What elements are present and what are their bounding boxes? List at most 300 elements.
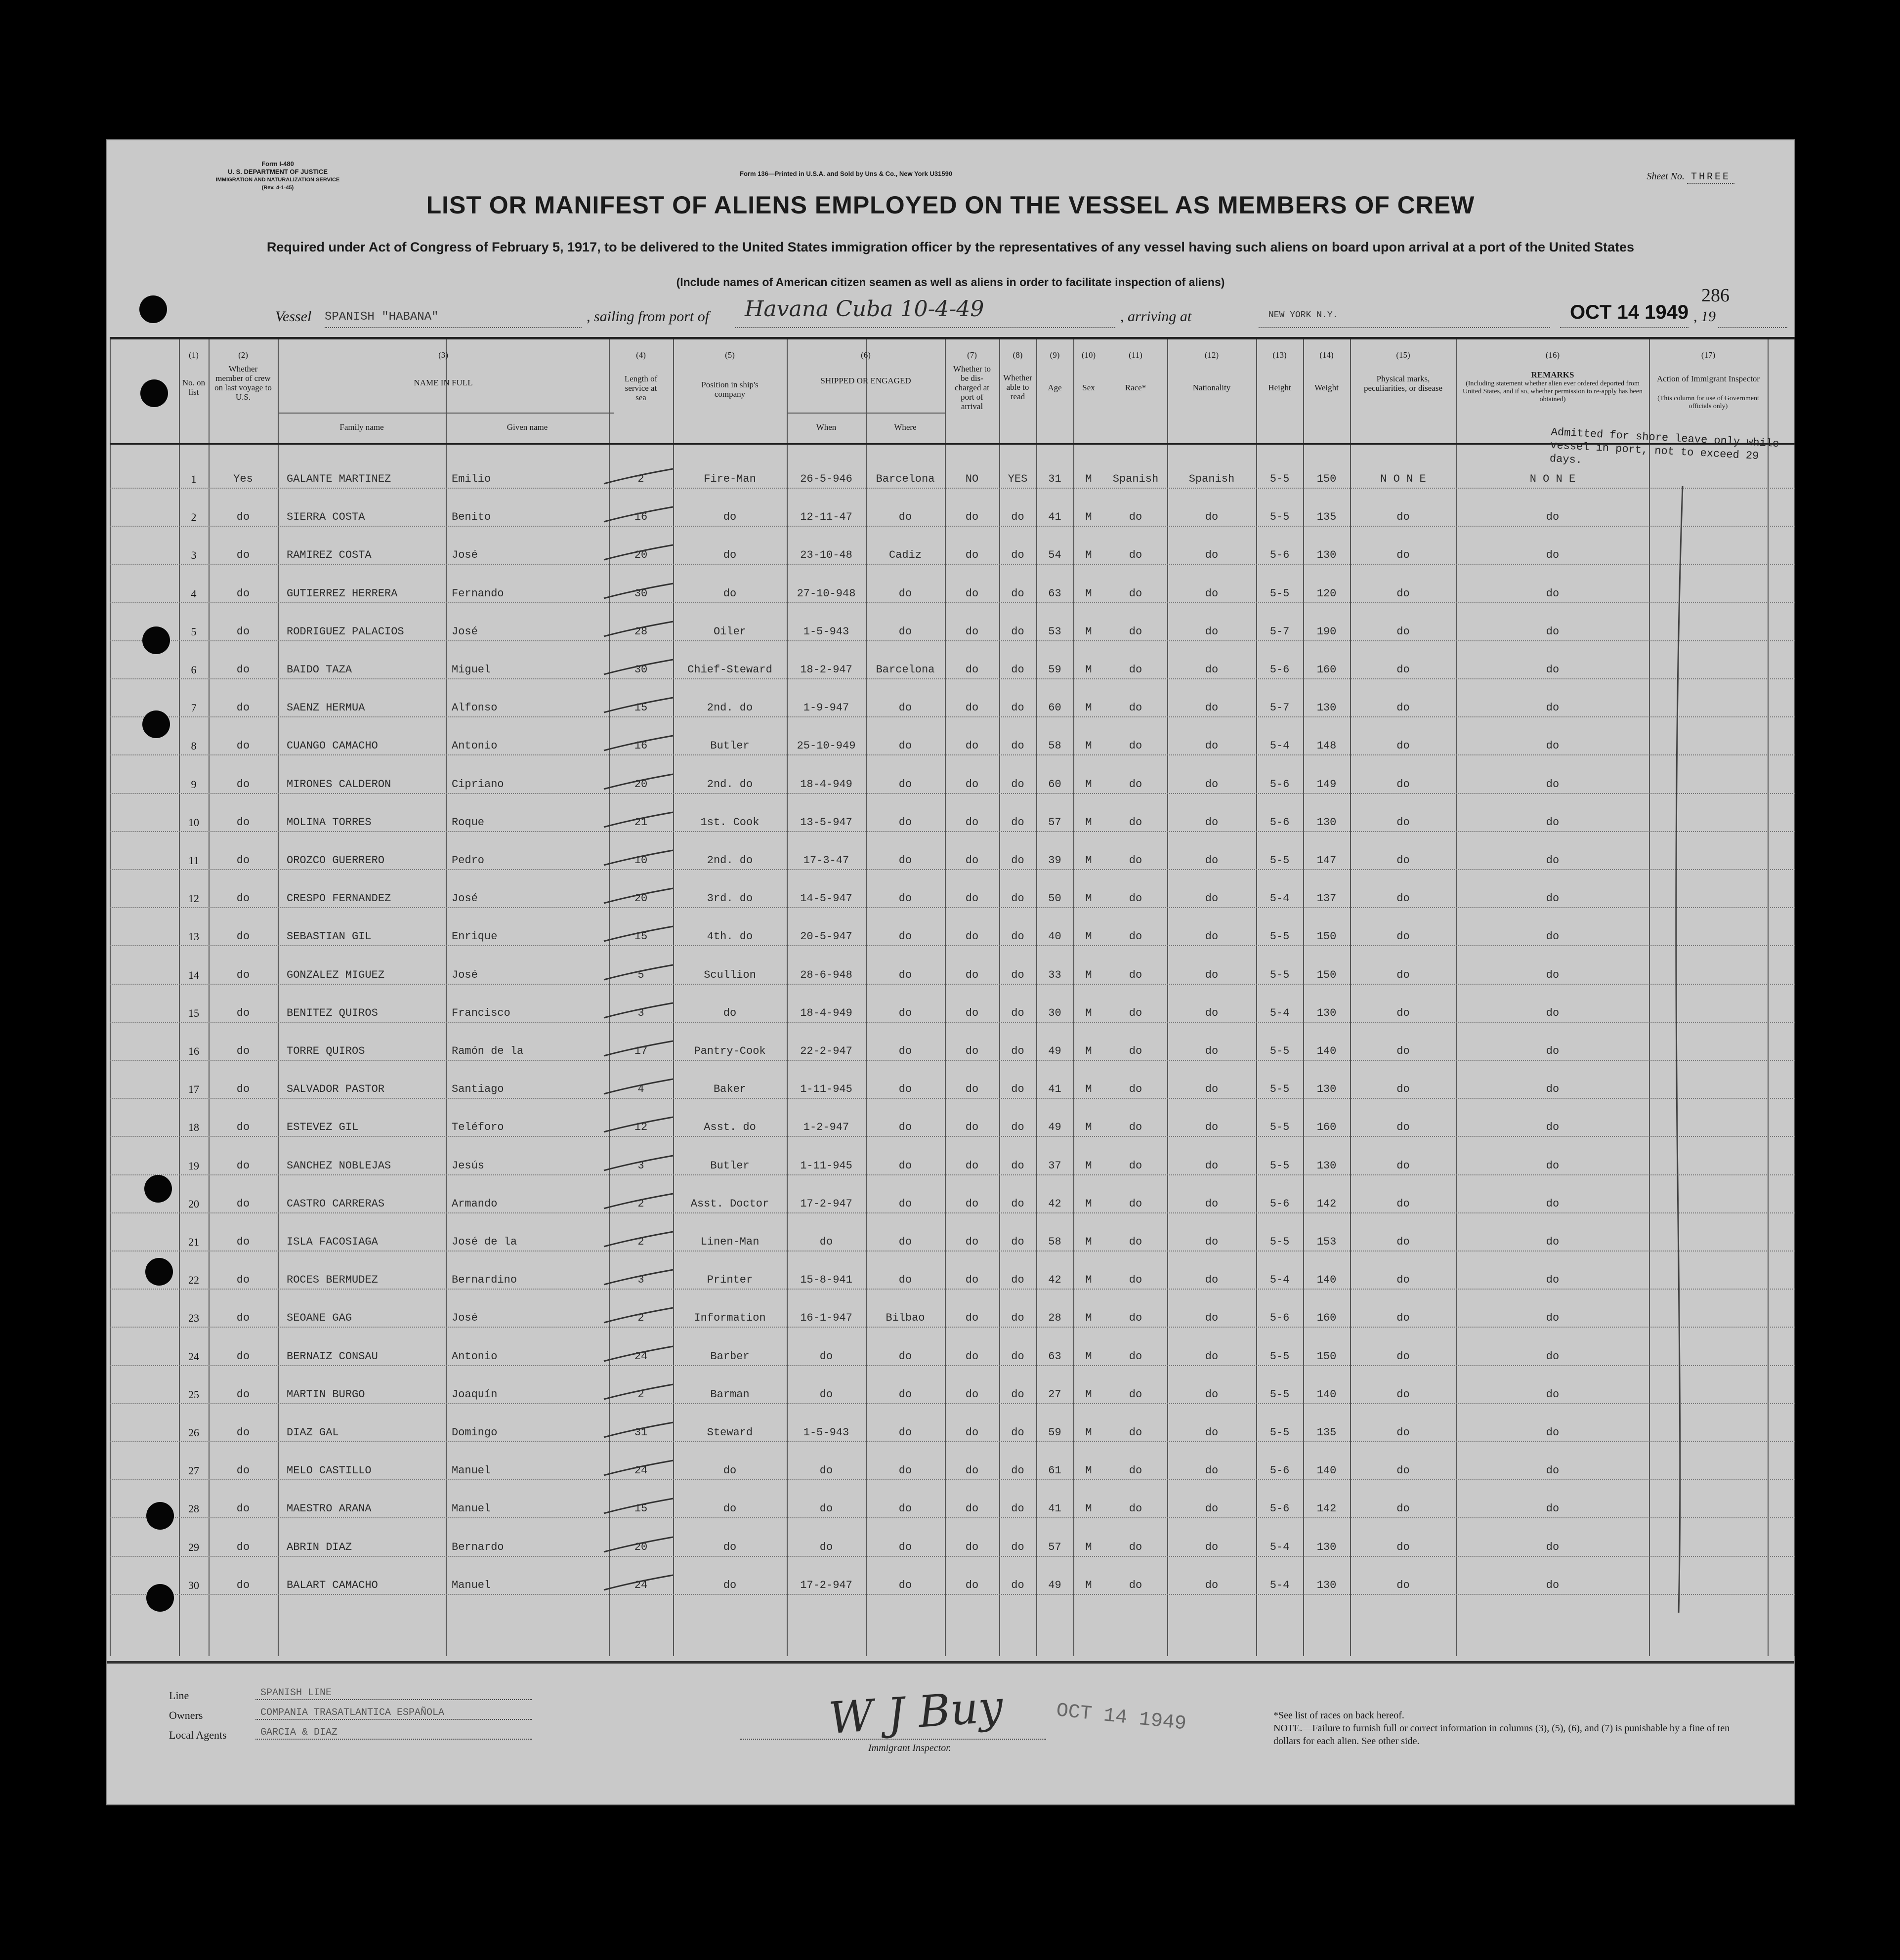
table-bottom-rule xyxy=(107,1661,1794,1664)
cell-no: 3 xyxy=(191,549,197,562)
cell-when: do xyxy=(819,1350,833,1363)
cell-prev: do xyxy=(236,1197,250,1210)
cell-sex: M xyxy=(1085,1464,1092,1477)
cell-prev: do xyxy=(236,1083,250,1096)
cell-discharged: do xyxy=(965,1159,979,1172)
cell-where: do xyxy=(898,1045,912,1057)
cell-sex: M xyxy=(1085,1541,1092,1553)
col6-when-label: When xyxy=(816,422,837,432)
cell-weight: 140 xyxy=(1316,1045,1337,1057)
crew-table xyxy=(110,337,1795,1654)
cell-prev: do xyxy=(236,740,250,752)
cell-prev: do xyxy=(236,1006,250,1019)
cell-where: do xyxy=(898,1006,912,1019)
cell-given: Antonio xyxy=(452,740,498,752)
cell-remarks: do xyxy=(1546,1541,1560,1553)
cell-when: 14-5-947 xyxy=(800,892,852,905)
col1-label: No. on list xyxy=(182,378,206,397)
cell-family: ESTEVEZ GIL xyxy=(287,1121,359,1134)
cell-no: 9 xyxy=(191,778,197,791)
cell-age: 40 xyxy=(1048,930,1061,943)
cell-position: do xyxy=(723,1541,737,1553)
cell-position: Scullion xyxy=(704,968,756,981)
races-note: *See list of races on back hereof. xyxy=(1273,1710,1404,1721)
cell-service: 24 xyxy=(634,1350,648,1363)
cell-height: 5-5 xyxy=(1269,511,1290,524)
col10-num: (10) xyxy=(1081,350,1096,360)
cell-position: 3rd. do xyxy=(707,892,753,905)
cell-when: 1-2-947 xyxy=(803,1121,849,1134)
cell-when: 23-10-48 xyxy=(800,549,852,562)
cell-marks: do xyxy=(1396,587,1410,600)
cell-nationality: do xyxy=(1205,1541,1219,1553)
cell-race: do xyxy=(1129,1121,1142,1134)
cell-where: do xyxy=(898,702,912,714)
cell-nationality: do xyxy=(1205,1083,1219,1096)
cell-no: 11 xyxy=(188,854,199,867)
binder-hole xyxy=(144,1175,172,1203)
cell-where: do xyxy=(898,1541,912,1553)
cell-given: Miguel xyxy=(452,664,491,676)
cell-given: José xyxy=(452,625,478,638)
cell-read: do xyxy=(1011,1083,1024,1096)
cell-remarks: do xyxy=(1546,549,1560,562)
pencil-tick-mark xyxy=(599,467,678,487)
cell-remarks: do xyxy=(1546,1006,1560,1019)
cell-marks: do xyxy=(1396,1006,1410,1019)
cell-remarks: do xyxy=(1546,892,1560,905)
cell-nationality: do xyxy=(1205,740,1219,752)
cell-race: do xyxy=(1129,968,1142,981)
pencil-tick-mark xyxy=(599,1230,678,1250)
cell-position: Asst. Doctor xyxy=(690,1197,769,1210)
cell-where: do xyxy=(898,1236,912,1248)
cell-nationality: do xyxy=(1205,1197,1219,1210)
col1-num: (1) xyxy=(189,350,199,360)
cell-given: Enrique xyxy=(452,930,498,943)
cell-read: do xyxy=(1011,549,1024,562)
cell-when: 18-4-949 xyxy=(800,1006,852,1019)
cell-given: José de la xyxy=(452,1236,517,1248)
cell-no: 26 xyxy=(188,1426,199,1439)
col6-label: SHIPPED OR ENGAGED xyxy=(820,376,911,385)
col15-num: (15) xyxy=(1396,350,1410,360)
cell-race: do xyxy=(1129,625,1142,638)
cell-remarks: do xyxy=(1546,702,1560,714)
pencil-tick-mark xyxy=(599,963,678,983)
line-value: SPANISH LINE xyxy=(255,1687,532,1700)
cell-prev: do xyxy=(236,930,250,943)
col13-label: Height xyxy=(1268,383,1291,392)
cell-height: 5-6 xyxy=(1269,816,1290,829)
cell-nationality: do xyxy=(1205,1464,1219,1477)
cell-height: 5-5 xyxy=(1269,587,1290,600)
cell-age: 61 xyxy=(1048,1464,1061,1477)
pencil-tick-mark xyxy=(599,1535,678,1555)
cell-where: do xyxy=(898,816,912,829)
cell-remarks: do xyxy=(1546,1159,1560,1172)
cell-weight: 120 xyxy=(1316,587,1337,600)
cell-age: 60 xyxy=(1048,778,1061,791)
cell-when: 25-10-949 xyxy=(797,740,856,752)
cell-position: Barber xyxy=(710,1350,750,1363)
cell-sex: M xyxy=(1085,473,1092,485)
cell-race: do xyxy=(1129,1388,1142,1401)
cell-family: CUANGO CAMACHO xyxy=(287,740,378,752)
cell-nationality: do xyxy=(1205,892,1219,905)
cell-given: Domingo xyxy=(452,1426,498,1439)
cell-prev: do xyxy=(236,968,250,981)
cell-service: 15 xyxy=(634,930,648,943)
cell-read: do xyxy=(1011,816,1024,829)
cell-when: 18-4-949 xyxy=(800,778,852,791)
cell-family: DIAZ GAL xyxy=(287,1426,339,1439)
cell-no: 10 xyxy=(188,816,199,829)
cell-sex: M xyxy=(1085,1159,1092,1172)
cell-when: 18-2-947 xyxy=(800,664,852,676)
cell-remarks: do xyxy=(1546,1312,1560,1325)
cell-remarks: do xyxy=(1546,816,1560,829)
vessel-label: Vessel xyxy=(275,308,312,325)
cell-age: 30 xyxy=(1048,1006,1061,1019)
sheet-number-value: THREE xyxy=(1687,171,1734,184)
cell-age: 60 xyxy=(1048,702,1061,714)
cell-age: 63 xyxy=(1048,1350,1061,1363)
cell-service: 2 xyxy=(637,1312,644,1325)
cell-when: 27-10-948 xyxy=(797,587,856,600)
cell-when: 15-8-941 xyxy=(800,1274,852,1287)
cell-no: 30 xyxy=(188,1579,199,1591)
col2-num: (2) xyxy=(238,350,248,360)
cell-family: TORRE QUIROS xyxy=(287,1045,365,1057)
cell-height: 5-4 xyxy=(1269,1274,1290,1287)
cell-service: 10 xyxy=(634,854,648,867)
cell-when: 20-5-947 xyxy=(800,930,852,943)
cell-family: CASTRO CARRERAS xyxy=(287,1197,385,1210)
cell-prev: Yes xyxy=(233,473,253,485)
cell-sex: M xyxy=(1085,892,1092,905)
cell-family: ISLA FACOSIAGA xyxy=(287,1236,378,1248)
cell-service: 3 xyxy=(637,1274,644,1287)
cell-discharged: do xyxy=(965,1083,979,1096)
col3-num: (3) xyxy=(438,350,448,360)
signature-line xyxy=(740,1739,1046,1740)
cell-age: 41 xyxy=(1048,1083,1061,1096)
cell-position: 4th. do xyxy=(707,930,753,943)
cell-given: Ramón de la xyxy=(452,1045,524,1057)
cell-race: do xyxy=(1129,1502,1142,1515)
cell-remarks: do xyxy=(1546,587,1560,600)
cell-sex: M xyxy=(1085,1121,1092,1134)
cell-no: 12 xyxy=(188,892,199,905)
cell-marks: do xyxy=(1396,702,1410,714)
cell-when: 1-9-947 xyxy=(803,702,849,714)
cell-family: MOLINA TORRES xyxy=(287,816,372,829)
cell-no: 25 xyxy=(188,1388,199,1401)
cell-marks: do xyxy=(1396,1388,1410,1401)
cell-when: 1-5-943 xyxy=(803,1426,849,1439)
cell-position: do xyxy=(723,1502,737,1515)
cell-prev: do xyxy=(236,1274,250,1287)
cell-height: 5-5 xyxy=(1269,1426,1290,1439)
cell-when: do xyxy=(819,1502,833,1515)
cell-discharged: do xyxy=(965,778,979,791)
cell-race: do xyxy=(1129,892,1142,905)
cell-read: do xyxy=(1011,968,1024,981)
col12-num: (12) xyxy=(1204,350,1219,360)
cell-weight: 160 xyxy=(1316,664,1337,676)
shore-leave-remark: Admitted for shore leave only while vessel in port, not to exceed 29 days. xyxy=(1549,425,1779,467)
cell-height: 5-5 xyxy=(1269,473,1290,485)
cell-position: 2nd. do xyxy=(707,702,753,714)
col2-label: Whether member of crew on last voyage to U.S. xyxy=(214,364,272,402)
cell-race: do xyxy=(1129,1159,1142,1172)
cell-discharged: do xyxy=(965,1350,979,1363)
cell-marks: do xyxy=(1396,1541,1410,1553)
cell-read: do xyxy=(1011,930,1024,943)
cell-marks: do xyxy=(1396,1236,1410,1248)
cell-prev: do xyxy=(236,664,250,676)
cell-when: do xyxy=(819,1236,833,1248)
cell-height: 5-5 xyxy=(1269,1083,1290,1096)
cell-given: Alfonso xyxy=(452,702,498,714)
cell-age: 27 xyxy=(1048,1388,1061,1401)
cell-read: do xyxy=(1011,664,1024,676)
cell-position: Barman xyxy=(710,1388,750,1401)
cell-where: do xyxy=(898,1274,912,1287)
cell-family: SEBASTIAN GIL xyxy=(287,930,372,943)
cell-weight: 147 xyxy=(1316,854,1337,867)
cell-remarks: do xyxy=(1546,930,1560,943)
cell-nationality: do xyxy=(1205,778,1219,791)
cell-family: BAIDO TAZA xyxy=(287,664,352,676)
col3-given-label: Given name xyxy=(507,422,548,432)
pencil-tick-mark xyxy=(599,1344,678,1364)
cell-discharged: do xyxy=(965,1502,979,1515)
cell-race: do xyxy=(1129,1236,1142,1248)
cell-discharged: do xyxy=(965,549,979,562)
cell-no: 29 xyxy=(188,1541,199,1553)
col7-num: (7) xyxy=(967,350,977,360)
cell-nationality: do xyxy=(1205,664,1219,676)
cell-height: 5-5 xyxy=(1269,1236,1290,1248)
cell-no: 16 xyxy=(188,1045,199,1057)
binder-hole xyxy=(145,1258,173,1286)
cell-height: 5-6 xyxy=(1269,1197,1290,1210)
cell-no: 18 xyxy=(188,1121,199,1134)
cell-age: 57 xyxy=(1048,1541,1061,1553)
cell-no: 28 xyxy=(188,1502,199,1515)
cell-prev: do xyxy=(236,1579,250,1591)
cell-remarks: do xyxy=(1546,625,1560,638)
cell-service: 20 xyxy=(634,549,648,562)
pencil-tick-mark xyxy=(599,1001,678,1021)
cell-position: 1st. Cook xyxy=(700,816,760,829)
binder-hole xyxy=(142,626,170,654)
cell-no: 27 xyxy=(188,1464,199,1477)
cell-given: Antonio xyxy=(452,1350,498,1363)
cell-sex: M xyxy=(1085,1197,1092,1210)
col16-sublabel: (Including statement whether alien ever ordered deported from United States, and if so, whether permission to re-apply has been obtained) xyxy=(1463,380,1643,403)
col7-label: Whether to be dis- charged at port of arrival xyxy=(953,364,991,411)
cell-sex: M xyxy=(1085,1274,1092,1287)
pencil-tick-mark xyxy=(599,1382,678,1402)
cell-service: 24 xyxy=(634,1579,648,1591)
cell-marks: do xyxy=(1396,1121,1410,1134)
cell-age: 42 xyxy=(1048,1274,1061,1287)
cell-no: 20 xyxy=(188,1197,199,1210)
cell-weight: 190 xyxy=(1316,625,1337,638)
cell-read: do xyxy=(1011,892,1024,905)
col8-num: (8) xyxy=(1013,350,1023,360)
cell-race: do xyxy=(1129,1312,1142,1325)
cell-nationality: do xyxy=(1205,1426,1219,1439)
cell-remarks: do xyxy=(1546,1350,1560,1363)
cell-height: 5-5 xyxy=(1269,854,1290,867)
cell-discharged: do xyxy=(965,587,979,600)
cell-height: 5-5 xyxy=(1269,1388,1290,1401)
cell-prev: do xyxy=(236,1464,250,1477)
cell-service: 15 xyxy=(634,1502,648,1515)
cell-prev: do xyxy=(236,1121,250,1134)
cell-height: 5-5 xyxy=(1269,968,1290,981)
cell-read: do xyxy=(1011,1350,1024,1363)
cell-when: 22-2-947 xyxy=(800,1045,852,1057)
cell-sex: M xyxy=(1085,1579,1092,1591)
cell-remarks: do xyxy=(1546,854,1560,867)
agents-value: GARCIA & DIAZ xyxy=(255,1727,532,1740)
cell-discharged: do xyxy=(965,1388,979,1401)
cell-family: SIERRA COSTA xyxy=(287,511,365,524)
cell-weight: 150 xyxy=(1316,473,1337,485)
col9-num: (9) xyxy=(1050,350,1060,360)
owners-value: COMPANIA TRASATLANTICA ESPAÑOLA xyxy=(255,1707,532,1720)
year-label: , 19 xyxy=(1693,308,1716,325)
cell-marks: do xyxy=(1396,968,1410,981)
cell-weight: 160 xyxy=(1316,1312,1337,1325)
cell-remarks: do xyxy=(1546,511,1560,524)
cell-sex: M xyxy=(1085,625,1092,638)
pencil-tick-mark xyxy=(599,1077,678,1097)
cell-when: 16-1-947 xyxy=(800,1312,852,1325)
cell-age: 59 xyxy=(1048,664,1061,676)
cell-sex: M xyxy=(1085,778,1092,791)
pencil-tick-mark xyxy=(599,886,678,906)
cell-nationality: do xyxy=(1205,1502,1219,1515)
cell-race: do xyxy=(1129,930,1142,943)
cell-where: do xyxy=(898,625,912,638)
cell-nationality: do xyxy=(1205,625,1219,638)
cell-given: Bernardino xyxy=(452,1274,517,1287)
cell-nationality: do xyxy=(1205,1121,1219,1134)
cell-read: do xyxy=(1011,1541,1024,1553)
col13-num: (13) xyxy=(1272,350,1287,360)
pencil-tick-mark xyxy=(599,1420,678,1440)
cell-nationality: do xyxy=(1205,854,1219,867)
sailing-label: , sailing from port of xyxy=(587,308,710,325)
line-label: Line xyxy=(169,1689,189,1702)
cell-family: MELO CASTILLO xyxy=(287,1464,372,1477)
cell-family: BALART CAMACHO xyxy=(287,1579,378,1591)
cell-where: do xyxy=(898,930,912,943)
cell-read: do xyxy=(1011,1464,1024,1477)
cell-where: do xyxy=(898,511,912,524)
cell-where: Barcelona xyxy=(876,473,935,485)
cell-race: do xyxy=(1129,587,1142,600)
col5-num: (5) xyxy=(725,350,735,360)
cell-age: 57 xyxy=(1048,816,1061,829)
cell-family: MAESTRO ARANA xyxy=(287,1502,372,1515)
cell-no: 24 xyxy=(188,1350,199,1363)
cell-service: 16 xyxy=(634,511,648,524)
cell-age: 50 xyxy=(1048,892,1061,905)
cell-prev: do xyxy=(236,1312,250,1325)
cell-given: Armando xyxy=(452,1197,498,1210)
cell-marks: do xyxy=(1396,511,1410,524)
cell-nationality: do xyxy=(1205,930,1219,943)
col17-label: Action of Immigrant Inspector xyxy=(1656,374,1760,383)
cell-given: Jesús xyxy=(452,1159,485,1172)
cell-service: 24 xyxy=(634,1464,648,1477)
cell-discharged: do xyxy=(965,930,979,943)
pencil-tick-mark xyxy=(599,1268,678,1288)
binder-hole xyxy=(140,379,168,407)
cell-weight: 130 xyxy=(1316,1579,1337,1591)
col4-label: Length of service at sea xyxy=(624,374,658,402)
cell-marks: do xyxy=(1396,1350,1410,1363)
binder-hole xyxy=(142,710,170,738)
arriving-at: NEW YORK N.Y. xyxy=(1268,310,1338,320)
cell-where: Bilbao xyxy=(886,1312,925,1325)
cell-discharged: do xyxy=(965,1045,979,1057)
cell-service: 21 xyxy=(634,816,648,829)
note-text: —Failure to furnish full or correct information in columns (3), (5), (6), and (7) is punishable by a fine of ten dollars for each alien. See other side. xyxy=(1273,1723,1730,1747)
cell-position: Information xyxy=(694,1312,766,1325)
cell-weight: 137 xyxy=(1316,892,1337,905)
cell-where: do xyxy=(898,1426,912,1439)
form-header xyxy=(171,160,384,192)
cell-race: do xyxy=(1129,1274,1142,1287)
cell-height: 5-4 xyxy=(1269,1579,1290,1591)
cell-discharged: do xyxy=(965,816,979,829)
cell-service: 20 xyxy=(634,892,648,905)
cell-remarks: do xyxy=(1546,1274,1560,1287)
col4-num: (4) xyxy=(636,350,646,360)
pencil-tick-mark xyxy=(599,1115,678,1135)
cell-marks: N O N E xyxy=(1380,473,1426,485)
cell-where: do xyxy=(898,587,912,600)
col6-num: (6) xyxy=(861,350,871,360)
cell-age: 41 xyxy=(1048,511,1061,524)
cell-remarks: do xyxy=(1546,1121,1560,1134)
cell-prev: do xyxy=(236,1426,250,1439)
cell-when: 17-2-947 xyxy=(800,1197,852,1210)
binder-hole xyxy=(146,1502,174,1530)
cell-age: 39 xyxy=(1048,854,1061,867)
cell-remarks: do xyxy=(1546,1197,1560,1210)
cell-weight: 130 xyxy=(1316,1541,1337,1553)
cell-sex: M xyxy=(1085,968,1092,981)
col17-sublabel: (This column for use of Government officials only) xyxy=(1657,395,1759,410)
cell-read: do xyxy=(1011,1388,1024,1401)
cell-discharged: do xyxy=(965,1236,979,1248)
cell-sex: M xyxy=(1085,1350,1092,1363)
cell-weight: 130 xyxy=(1316,702,1337,714)
cell-when: 17-3-47 xyxy=(803,854,849,867)
cell-given: Santiago xyxy=(452,1083,504,1096)
cell-weight: 150 xyxy=(1316,968,1337,981)
cell-family: SANCHEZ NOBLEJAS xyxy=(287,1159,391,1172)
